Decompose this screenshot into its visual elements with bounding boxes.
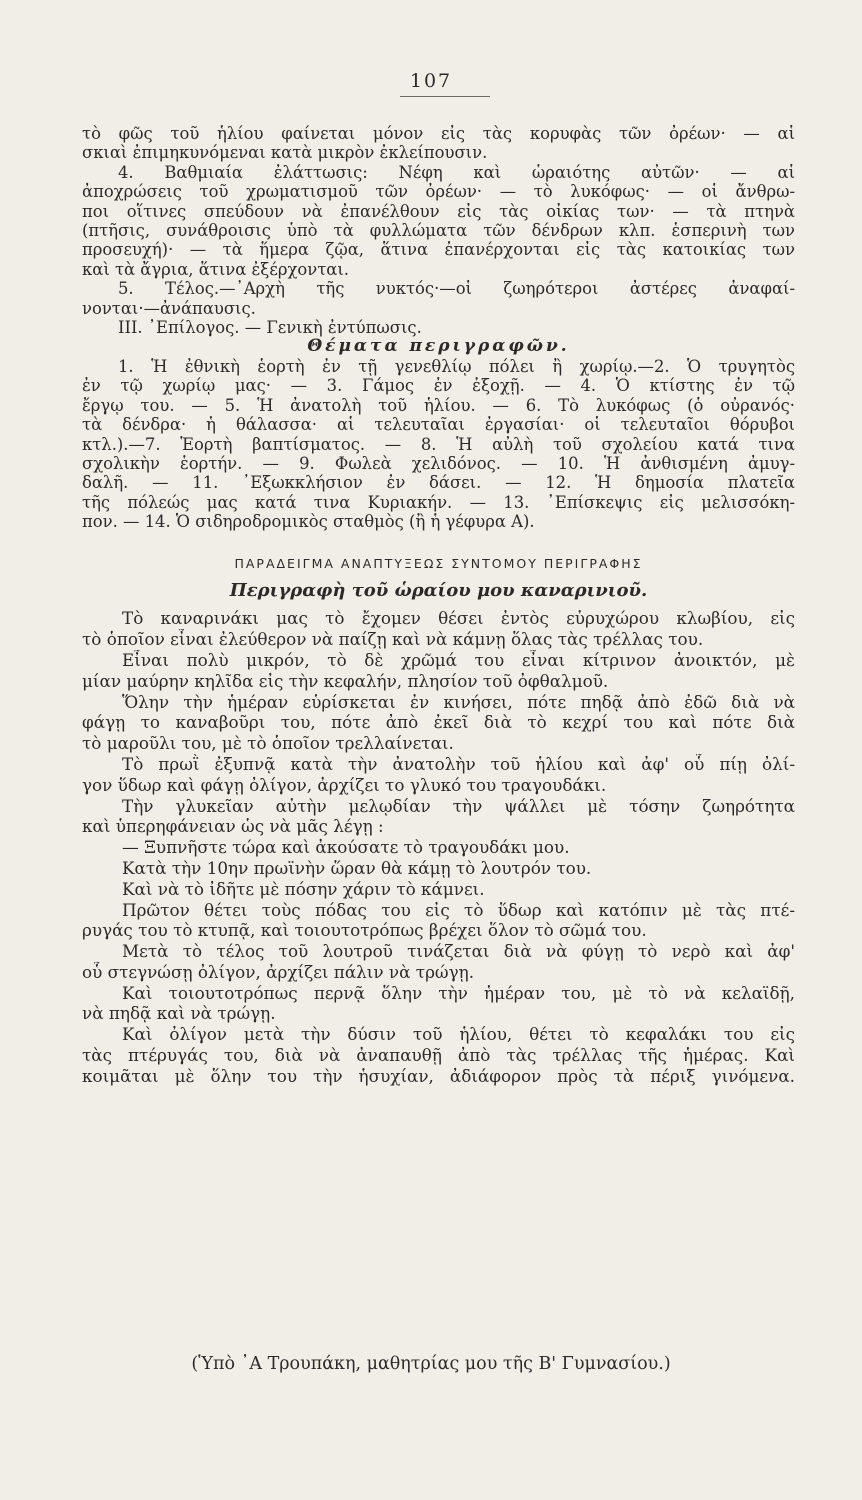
- text-line: 1. Ἡ ἐθνικὴ ἑορτὴ ἐν τῇ γενεθλίῳ πόλει ἢ χωρίῳ.—2. Ὁ τρυγητὸς: [118, 356, 795, 376]
- text-line: νονται·—ἀνάπαυσις.: [82, 298, 256, 318]
- text-line: οὗ στεγνώσῃ ὀλίγον, ἀρχίζει πάλιν νὰ τρώγῃ.: [82, 961, 475, 982]
- text-line: Κατὰ τὴν 10ην πρωϊνὴν ὥραν θὰ κάμῃ τὸ λουτρόν του.: [122, 857, 592, 878]
- text-line: Ὅλην τὴν ἡμέραν εὑρίσκεται ἐν κινήσει, πότε πηδᾷ ἀπὸ ἐδῶ διὰ νὰ: [122, 691, 795, 712]
- example-heading: ΠΑΡΑΔΕΙΓΜΑ ΑΝΑΠΤΥΞΕΩΣ ΣΥΝΤΟΜΟΥ ΠΕΡΙΓΡΑΦΗΣ: [234, 555, 643, 571]
- text-line: Καὶ τοιουτοτρόπως περνᾷ ὅλην τὴν ἡμέραν του, μὲ τὸ νὰ κελαϊδῇ,: [122, 982, 795, 1003]
- text-line: 5. Τέλος.—᾿Αρχὴ τῆς νυκτός·—οἱ ζωηρότεροι ἀστέρες ἀναφαί-: [118, 279, 795, 299]
- text-line: νὰ πηδᾷ καὶ νὰ τρώγῃ.: [82, 1003, 276, 1024]
- text-line: τὰς πτέρυγάς του, διὰ νὰ ἀναπαυθῇ ἀπὸ τὰς τρέλλας τῆς ἡμέρας. Καὶ: [82, 1045, 795, 1066]
- text-line: Εἶναι πολὺ μικρόν, τὸ δὲ χρῶμά του εἶναι κίτρινον ἀνοικτόν, μὲ: [122, 649, 795, 670]
- text-line: τὸ ὁποῖον εἶναι ἐλεύθερον νὰ παίζῃ καὶ νὰ κάμνῃ ὅλας τὰς τρέλλας του.: [82, 629, 704, 650]
- text-line: σκιαὶ ἐπιμηκυνόμεναι κατὰ μικρὸν ἐκλείπουσιν.: [82, 143, 488, 163]
- themes-title: Θέματα περιγραφῶν.: [307, 337, 570, 357]
- essay-title: Περιγραφὴ τοῦ ὡραίου μου καναρινιοῦ.: [229, 580, 648, 601]
- text-line: ἐν τῷ χωρίῳ μας· — 3. Γάμος ἐν ἐξοχῇ. — 4. Ὁ κτίστης ἐν τῷ: [82, 376, 795, 396]
- text-line: καὶ ὑπερηφάνειαν ὡς νὰ μᾶς λέγῃ :: [82, 816, 384, 837]
- text-line: σχολικὴν ἑορτήν. — 9. Φωλεὰ χελιδόνος. — 10. Ἡ ἀνθισμένη ἀμυγ-: [82, 453, 795, 473]
- text-line: πον. — 14. Ὁ σιδηροδρομικὸς σταθμὸς (ἢ ἡ γέφυρα Α).: [82, 512, 535, 532]
- page-body: [82, 124, 795, 1087]
- text-line: δαλῆ. — 11. ᾿Εξωκκλήσιον ἐν δάσει. — 12. Ἡ δημοσία πλατεῖα: [82, 473, 795, 493]
- text-line: ρυγάς του τὸ κτυπᾷ, καὶ τοιουτοτρόπως βρέχει ὅλον τὸ σῶμά του.: [82, 920, 647, 941]
- text-line: — Ξυπνῆστε τώρα καὶ ἀκούσατε τὸ τραγουδάκι μου.: [122, 837, 570, 858]
- text-line: γον ὕδωρ καὶ φάγῃ ὀλίγον, ἀρχίζει το γλυκό του τραγουδάκι.: [82, 774, 607, 795]
- text-line: προσευχή)· — τὰ ἥμερα ζῷα, ἅτινα ἐπανέρχονται εἰς τὰς κατοικίας των: [82, 240, 795, 260]
- text-line: τὸ φῶς τοῦ ἡλίου φαίνεται μόνον εἰς τὰς κορυφὰς τῶν ὀρέων· — αἱ: [82, 124, 795, 143]
- signature: (Ὑπὸ ᾿Α Τρουπάκη, μαθητρίας μου τῆς Β' Γυμνασίου.): [191, 1354, 671, 1374]
- text-line: Τὴν γλυκεῖαν αὐτὴν μελῳδίαν τὴν ψάλλει μὲ τόσην ζωηρότητα: [122, 795, 795, 816]
- page-number-rule: [400, 96, 490, 97]
- text-line: τὰ δένδρα· ἡ θάλασσα· αἱ τελευταῖαι ἐργασίαι· οἱ τελευταῖοι θόρυβοι: [82, 415, 795, 435]
- text-line: (πτῆσις, συνάθροισις ὑπὸ τὰ φυλλώματα τῶν δένδρων κλπ. ἑσπερινὴ των: [82, 221, 795, 241]
- text-line: Πρῶτον θέτει τοὺς πόδας του εἰς τὸ ὕδωρ καὶ κατόπιν μὲ τὰς πτέ-: [122, 899, 795, 920]
- text-line: Καὶ ὀλίγον μετὰ τὴν δύσιν τοῦ ἡλίου, θέτει τὸ κεφαλάκι του εἰς: [122, 1024, 795, 1045]
- text-line: Μετὰ τὸ τέλος τοῦ λουτροῦ τινάζεται διὰ νὰ φύγῃ τὸ νερὸ καὶ ἀφ': [122, 941, 795, 962]
- text-line: ἀποχρώσεις τοῦ χρωματισμοῦ τῶν ὀρέων· — τὸ λυκόφως· — οἱ ἄνθρω-: [82, 182, 795, 202]
- text-line: κοιμᾶται μὲ ὅλην του τὴν ἡσυχίαν, ἀδιάφορον πρὸς τὰ πέριξ γινόμενα.: [82, 1065, 795, 1086]
- text-line: τὸ μαροῦλι του, μὲ τὸ ὁποῖον τρελλαίνεται.: [82, 733, 454, 754]
- text-line: καὶ τὰ ἄγρια, ἅτινα ἐξέρχονται.: [82, 259, 350, 279]
- text-line: ἔργῳ του. — 5. Ἡ ἀνατολὴ τοῦ ἡλίου. — 6. Τὸ λυκόφως (ὁ οὐρανός·: [82, 395, 795, 415]
- text-line: φάγῃ το καναβοῦρι του, πότε ἀπὸ ἐκεῖ διὰ τὸ κεχρί του καὶ πότε διὰ: [82, 712, 795, 733]
- text-line: τῆς πόλεώς μας κατά τινα Κυριακήν. — 13. ᾿Επίσκεψις εἰς μελισσόκη-: [82, 492, 795, 512]
- text-line: μίαν μαύρην κηλῖδα εἰς τὴν κεφαλήν, πλησίον τοῦ ὀφθαλμοῦ.: [82, 670, 609, 691]
- text-line: Τὸ πρωῒ ἐξυπνᾷ κατὰ τὴν ἀνατολὴν τοῦ ἡλίου καὶ ἀφ' οὗ πίῃ ὀλί-: [122, 753, 795, 774]
- text-line: Καὶ νὰ τὸ ἰδῆτε μὲ πόσην χάριν τὸ κάμνει.: [122, 878, 485, 899]
- text-line: κτλ.).—7. Ἑορτὴ βαπτίσματος. — 8. Ἡ αὐλὴ τοῦ σχολείου κατά τινα: [82, 434, 795, 454]
- text-line: 4. Βαθμιαία ἐλάττωσις: Νέφη καὶ ὡραιότης αὐτῶν· — αἱ: [118, 162, 795, 182]
- text-line: III. ᾿Επίλογος. — Γενικὴ ἐντύπωσις.: [118, 318, 422, 338]
- text-line: Τὸ καναρινάκι μας τὸ ἔχομεν θέσει ἐντὸς εὐρυχώρου κλωβίου, εἰς: [122, 608, 795, 629]
- text-line: ποι οἵτινες σπεύδουν νὰ ἐπανέλθουν εἰς τὰς οἰκίας των· — τὰ πτηνὰ: [82, 201, 795, 221]
- page-number: 107: [409, 70, 453, 92]
